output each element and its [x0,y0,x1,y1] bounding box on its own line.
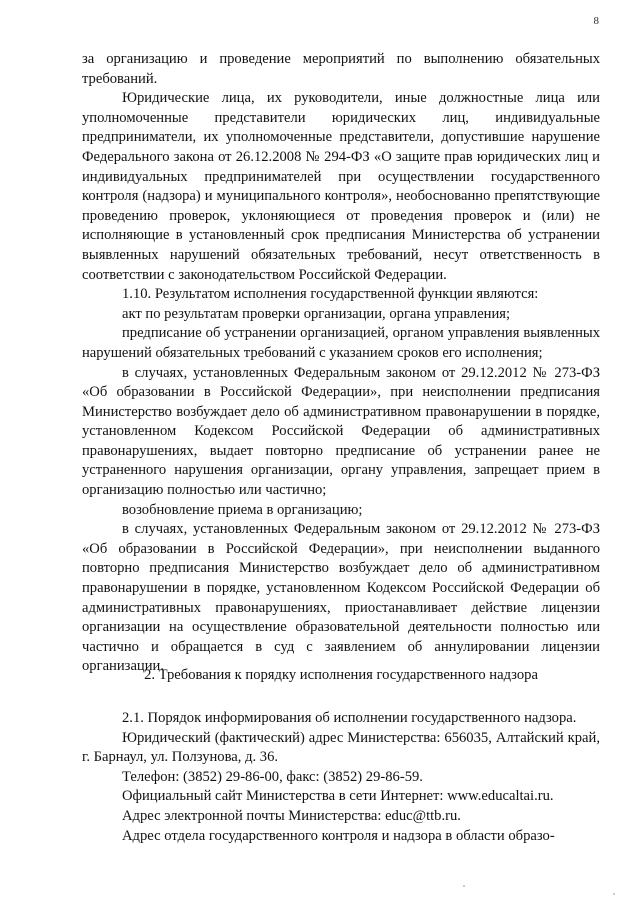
paragraph-website: Официальный сайт Министерства в сети Интернет: www.educaltai.ru. [122,788,554,805]
paragraph-result-admission-ban: в случаях, установленных Федеральным законом от 29.12.2012 № 273-ФЗ «Об образовании в Российской Федерации», при неисполнении предписания Министерство возбуждает дело об административном правонарушении в порядке, установленном Кодексом Российской Федерации об административных правонарушениях, выдает повторно предписание об устранении ранее не устраненного нарушения организации, органу управления, запрещает прием в организацию полностью или частично; [82,364,600,499]
paragraph-result-admission-resume: возобновление приема в организацию; [122,501,363,518]
paragraph-result-act: акт по результатам проверки организации, органа управления; [122,305,511,322]
scan-speck [463,885,465,887]
paragraph-informing: 2.1. Порядок информирования об исполнении государственного надзора. [122,710,577,726]
paragraph-result-order: предписание об устранении организацией, органом управления выявленных нарушений обязательных требований с указанием сроков его исполнения; [82,325,600,361]
section-heading: 2. Требования к порядку исполнения государственного надзора [144,667,538,683]
paragraph-email: Адрес электронной почты Министерства: educ@ttb.ru. [122,807,461,824]
paragraph-department-address: Адрес отдела государственного контроля и надзора в области образо- [122,827,555,844]
paragraph-address: Юридический (фактический) адрес Министерства: 656035, Алтайский край, г. Барнаул, ул. Ползунова, д. 36. [82,729,600,766]
page-number: 8 [593,15,599,27]
paragraph-phone: Телефон: (3852) 29-86-00, факс: (3852) 29-86-59. [122,768,423,785]
paragraph-liability: Юридические лица, их руководители, иные должностные лица или уполномоченные представители юридических лиц, индивидуальные предприниматели, их уполномоченные представители, допустившие нарушение Федерального закона от 26.12.2008 № 294-ФЗ «О защите прав юридических лиц и индивидуальных предпринимателей при осуществлении государственного контроля (надзора) и муниципального контроля», необоснованно препятствующие проведению проверок, уклоняющиеся от проведения проверок и (или) не исполняющие в установленный срок предписания Министерства об устранении выявленных нарушений обязательных требований, несут ответственность в соответствии с законодательством Российской Федерации. [82,90,600,283]
paragraph-result-intro: 1.10. Результатом исполнения государственной функции являются: [122,286,539,303]
section-text [82,709,600,846]
paragraph-result-license: в случаях, установленных Федеральным законом от 29.12.2012 № 273-ФЗ «Об образовании в Российской Федерации», при неисполнении выданного повторно предписания Министерство возбуждает дело об административном правонарушении в порядке, установленном Кодексом Российской Федерации об административных правонарушениях, приостанавливает действие лицензии организации на осуществление образовательной деятельности полностью или частично и обращается в суд с заявлением об аннулировании лицензии организации. [82,521,600,675]
scan-speck [613,893,615,895]
body-text [82,50,600,677]
paragraph-continuation: за организацию и проведение мероприятий по выполнению обязательных требований. [82,51,600,87]
